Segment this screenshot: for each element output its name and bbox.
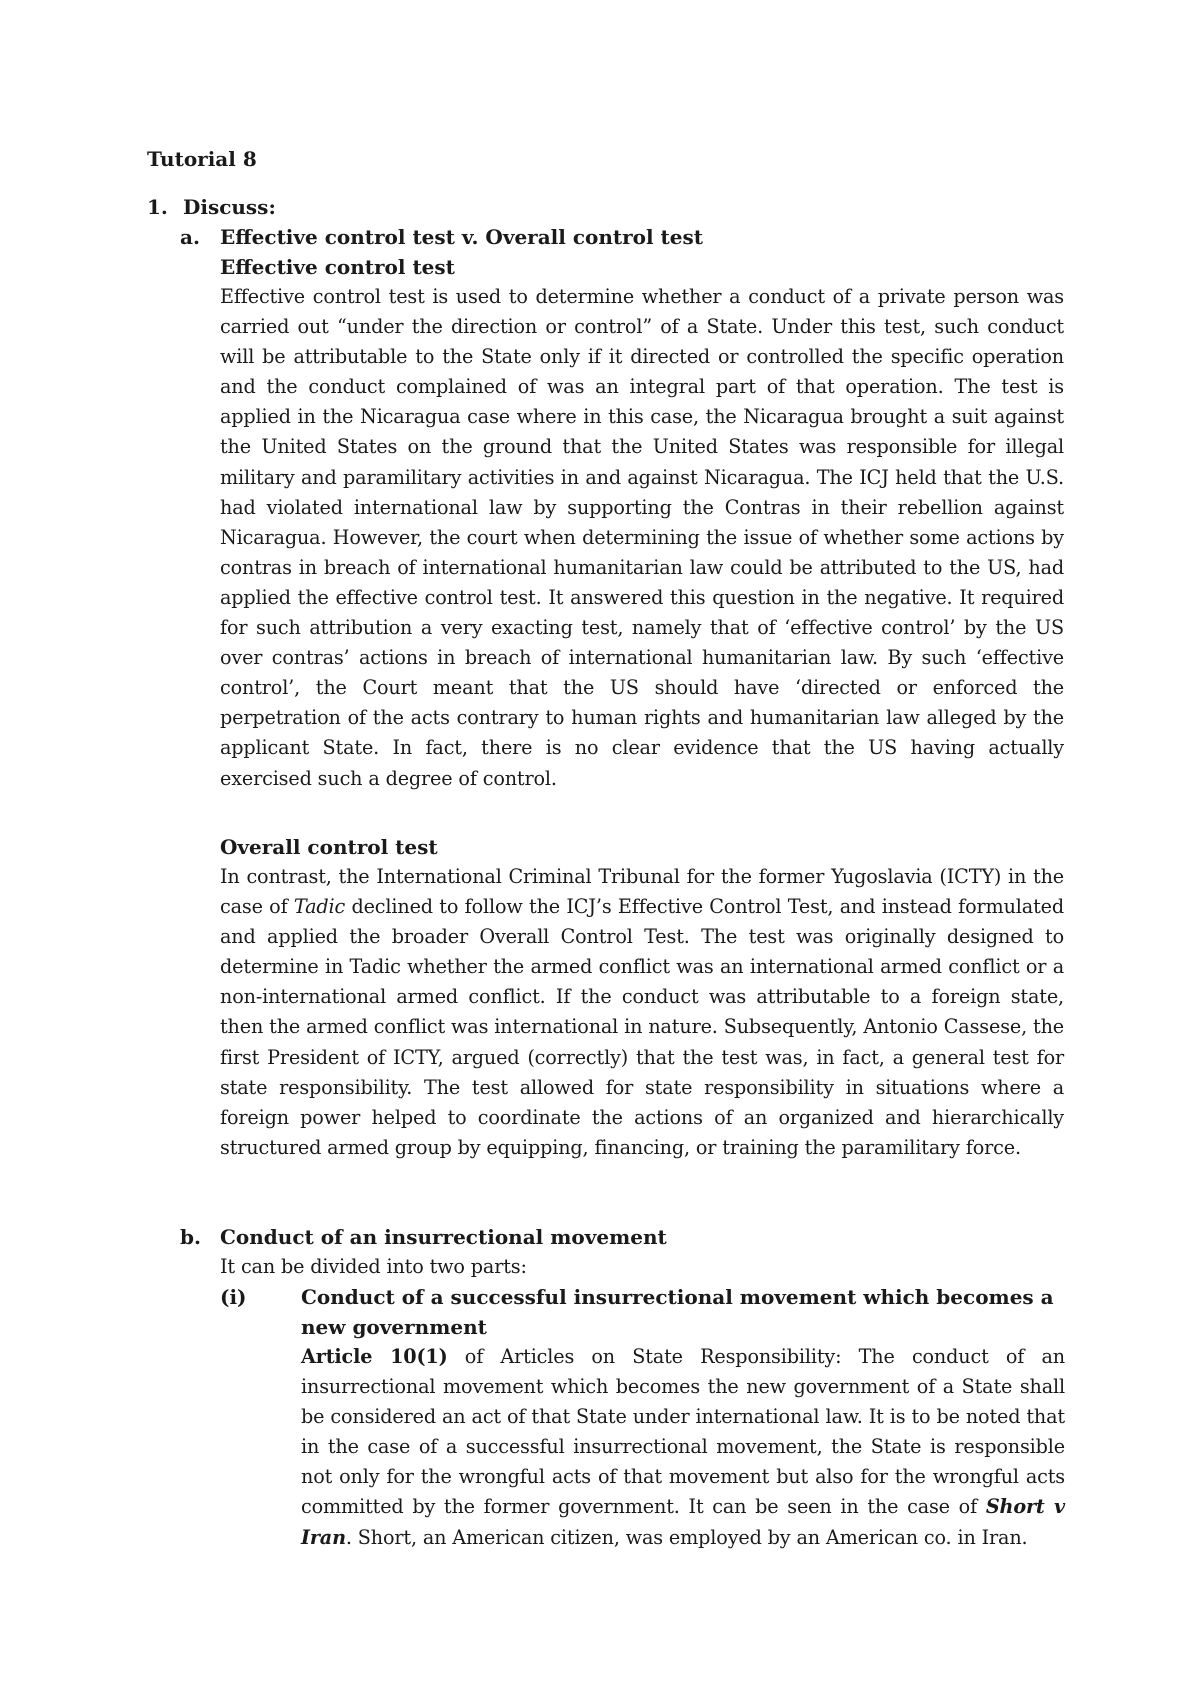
article-text-before-case: of Articles on State Responsibility: The conduct of an insurrectional movement which becomes the new government of a State shall be considered an act of that State under international law. It is to be noted that in the case of a successful insurrectional movement, the State is responsible not only for the wrongful acts of that movement but also for the wrongful acts committed by the former government. It can be seen in the case of	[301, 1345, 1065, 1519]
item-a-marker: a.	[180, 225, 200, 249]
overall-text-after-case: declined to follow the ICJ’s Effective Control Test, and instead formulated and applied the broader Overall Control Test. The test was originally designed to determine in Tadic whether the armed conflict was an international armed conflict or a non-international armed conflict. If the conduct was attributable to a foreign state, then the armed conflict was international in nature. Subsequently, Antonio Cassese, the first President of ICTY, argued (correctly) that the test was, in fact, a general test for state responsibility. The test allowed for state responsibility in situations where a foreign power helped to coordinate the actions of an organized and hierarchically structured armed group by equipping, financing, or training the paramilitary force.	[220, 895, 1064, 1159]
overall-control-heading: Overall control test	[220, 835, 438, 859]
case-name-tadic: Tadic	[293, 895, 346, 919]
article-reference: Article 10(1)	[301, 1345, 448, 1368]
question-1-heading	[147, 192, 276, 222]
question-1-number: 1.	[147, 195, 168, 219]
item-b-intro: It can be divided into two parts:	[220, 1255, 527, 1278]
item-a-heading	[180, 222, 703, 252]
overall-text-before-case: In contrast, the International Criminal Tribunal for the former Yugoslavia (ICTY) in the case of	[220, 865, 1064, 919]
item-b-marker: b.	[180, 1225, 201, 1249]
question-1-label: Discuss:	[183, 195, 276, 219]
effective-control-heading: Effective control test	[220, 255, 455, 279]
document-title: Tutorial 8	[147, 147, 257, 171]
article-text-after-case: . Short, an American citizen, was employed by an American co. in Iran.	[345, 1525, 1028, 1549]
item-b-heading: Conduct of an insurrectional movement	[220, 1225, 667, 1249]
sub-i-heading: Conduct of a successful insurrectional movement which becomes a new government	[301, 1285, 1054, 1339]
effective-control-paragraph: Effective control test is used to determine whether a conduct of a private person was carried out “under the direction or control” of a State. Under this test, such conduct will be attributable to the State only if it directed or controlled the specific operation and the conduct complained of was an integral part of that operation. The test is applied in the Nicaragua case where in this case, the Nicaragua brought a suit against the United States on the ground that the United States was responsible for illegal military and paramilitary activities in and against Nicaragua. The ICJ held that the U.S. had violated international law by supporting the Contras in their rebellion against Nicaragua. However, the court when determining the issue of whether some actions by contras in breach of international humanitarian law could be attributed to the US, had applied the effective control test. It answered this question in the negative. It required for such attribution a very exacting test, namely that of ‘effective control’ by the US over contras’ actions in breach of international humanitarian law. By such ‘effective control’, the Court meant that the US should have ‘directed or enforced the perpetration of the acts contrary to human rights and humanitarian law alleged by the applicant State. In fact, there is no clear evidence that the US having actually exercised such a degree of control.	[220, 285, 1064, 790]
item-a-title: Effective control test v. Overall control test	[220, 225, 704, 249]
sub-i-marker: (i)	[220, 1285, 247, 1309]
article-10-paragraph	[301, 1342, 1065, 1553]
overall-control-paragraph	[220, 862, 1064, 1163]
case-name-short-v-iran: Short v Iran	[301, 1495, 1066, 1549]
